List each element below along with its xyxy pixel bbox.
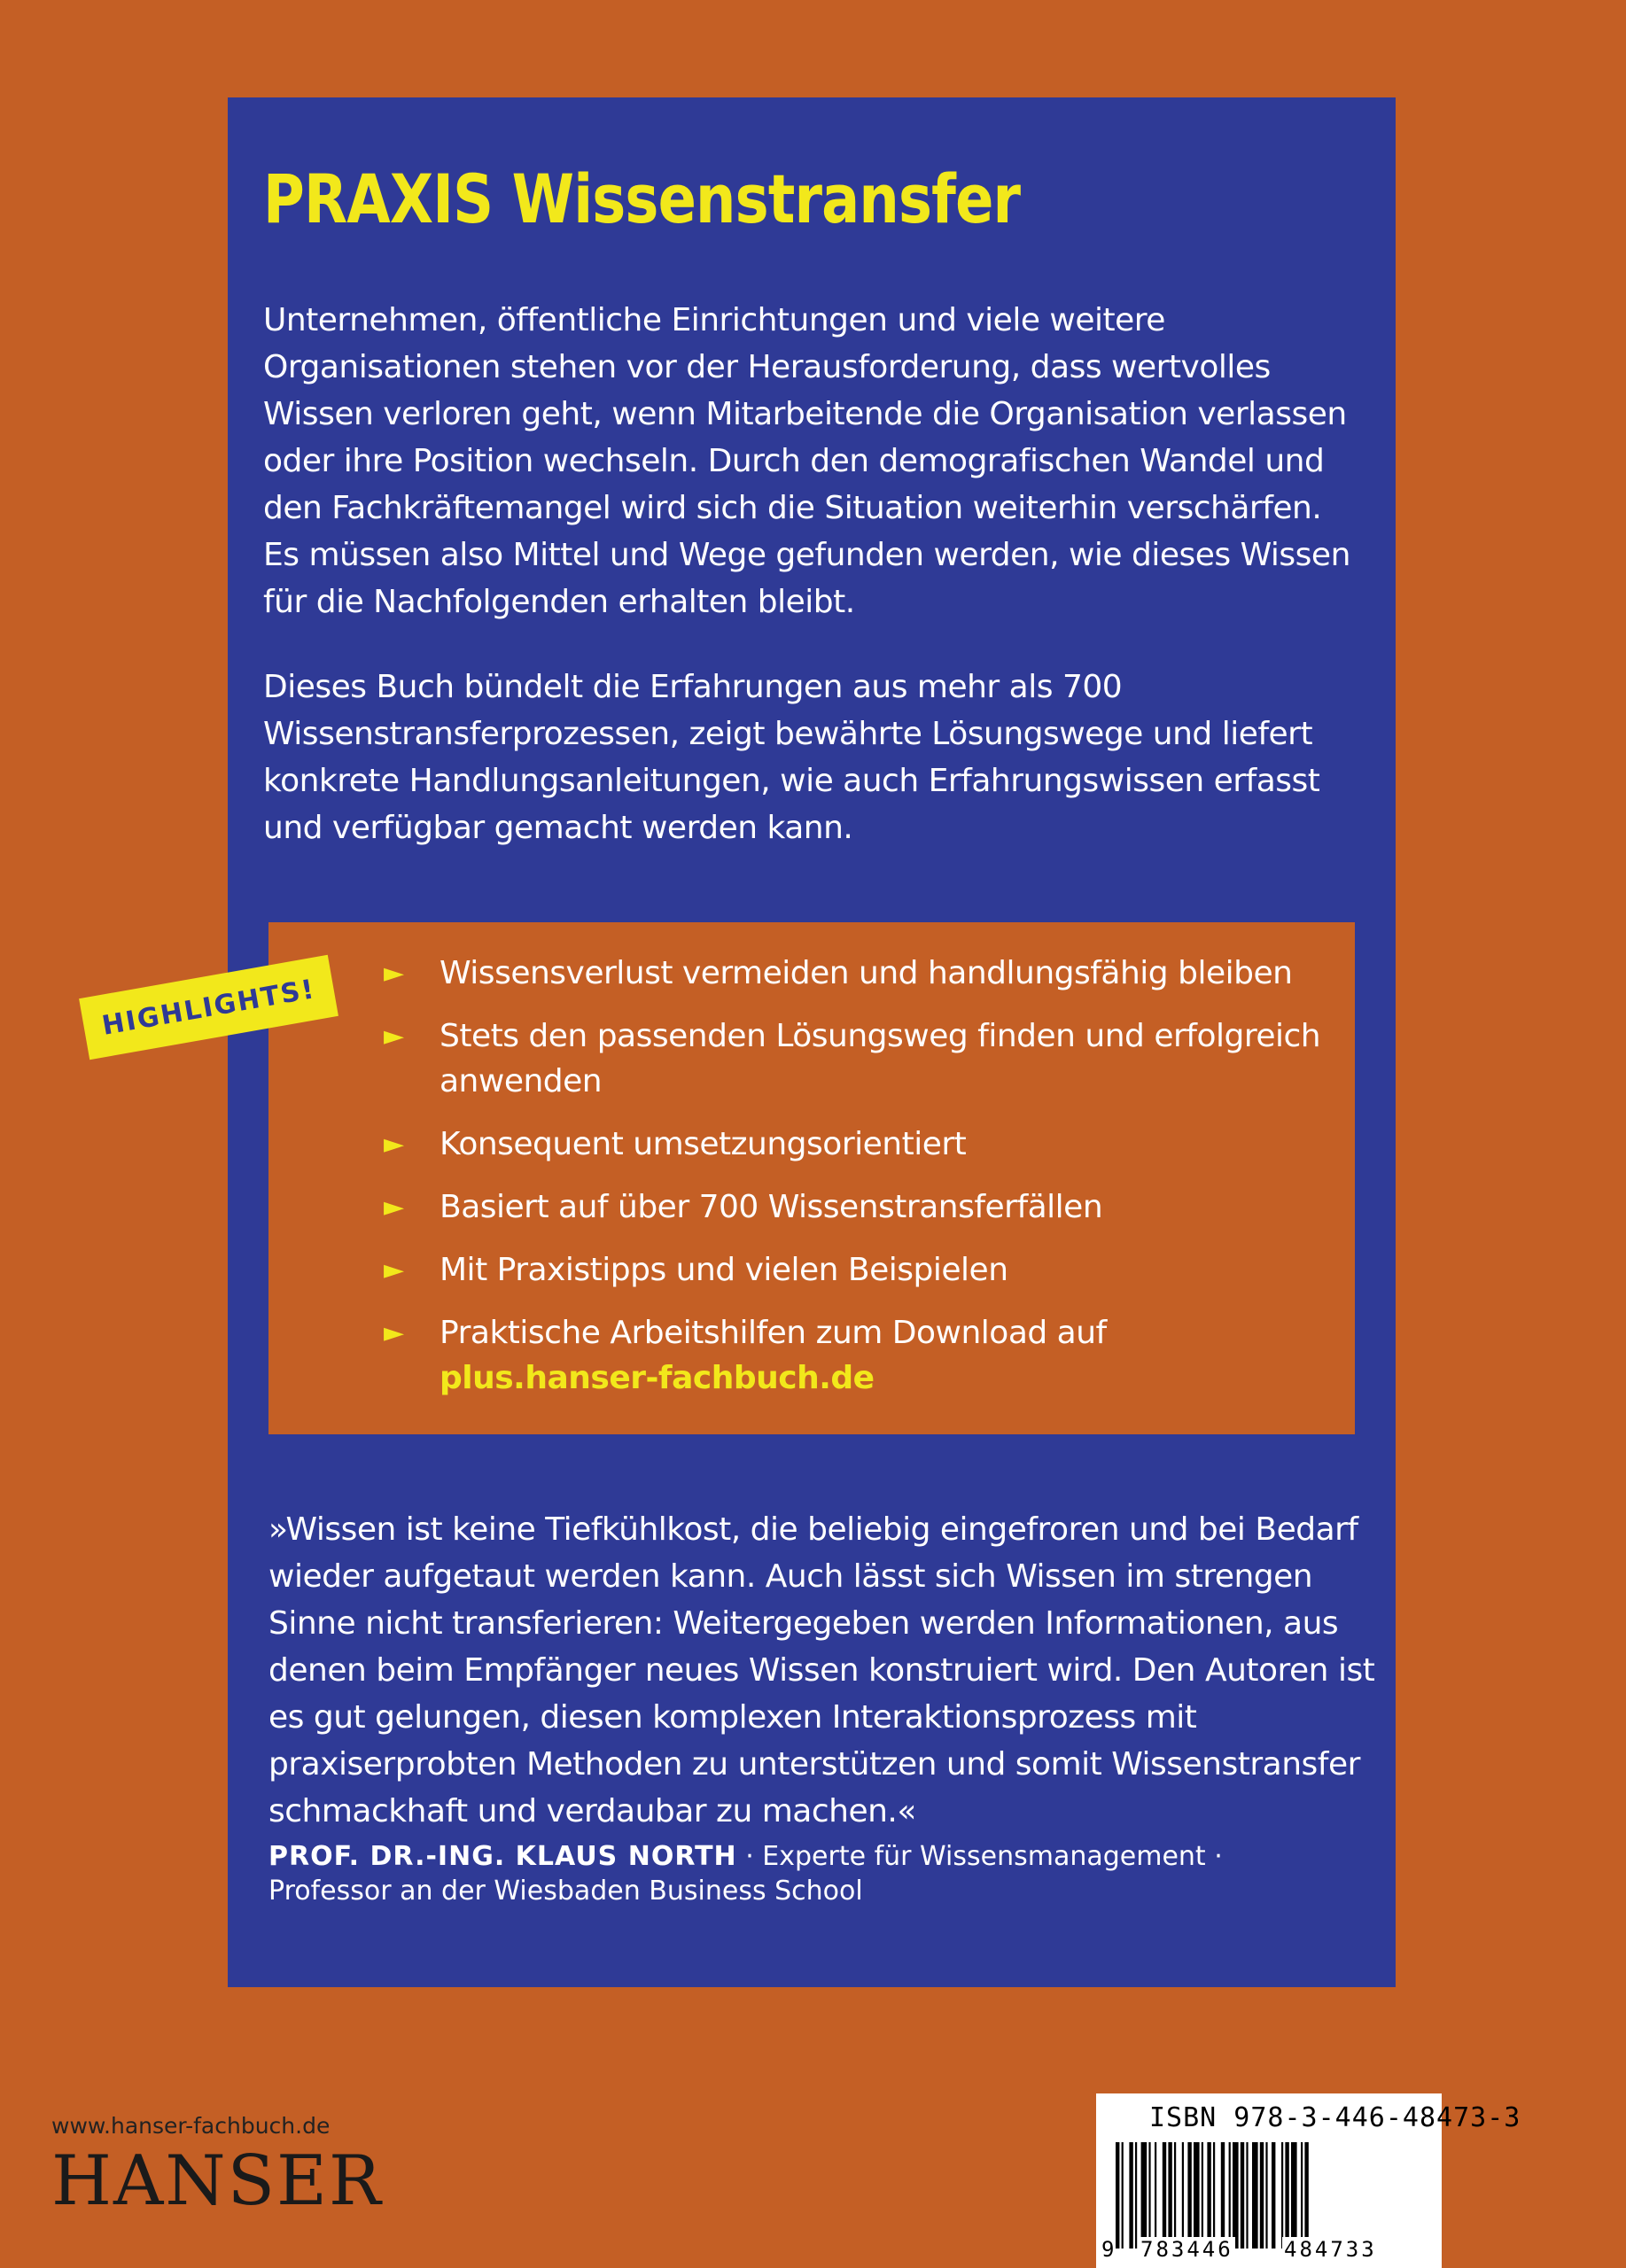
- quote-attribution: [268, 1839, 1376, 1908]
- highlight-text: Basiert auf über 700 Wissenstransferfällen: [440, 1189, 1103, 1225]
- play-arrow-icon: ►: [384, 958, 404, 989]
- barcode-stripe: [1281, 2142, 1283, 2249]
- barcode-stripe: [1213, 2142, 1215, 2249]
- play-arrow-icon: ►: [384, 1192, 404, 1223]
- barcode-stripe: [1116, 2142, 1119, 2249]
- barcode-stripe: [1291, 2142, 1297, 2249]
- barcode-stripe: [1265, 2142, 1267, 2249]
- barcode-stripe: [1285, 2142, 1288, 2249]
- barcode-stripe: [1148, 2142, 1150, 2249]
- barcode-stripe: [1233, 2142, 1239, 2249]
- highlight-item: [268, 1122, 1355, 1167]
- play-arrow-icon: ►: [384, 1254, 404, 1285]
- highlights-list: [268, 951, 1355, 1418]
- download-link[interactable]: plus.hanser-fachbuch.de: [440, 1360, 875, 1396]
- barcode-stripe: [1260, 2142, 1264, 2249]
- barcode-stripe: [1301, 2142, 1303, 2249]
- barcode-stripe: [1221, 2142, 1225, 2249]
- highlights-box: [268, 922, 1355, 1434]
- barcode-stripe: [1272, 2142, 1275, 2249]
- barcode-stripe: [1304, 2142, 1308, 2249]
- highlight-item: [268, 1014, 1355, 1104]
- barcode-stripe: [1252, 2142, 1258, 2249]
- barcode-stripe: [1129, 2142, 1132, 2249]
- barcode-stripe: [1207, 2142, 1210, 2249]
- barcode-stripe: [1141, 2142, 1148, 2249]
- play-arrow-icon: ►: [384, 1129, 404, 1160]
- barcode-stripe: [1163, 2142, 1166, 2249]
- book-title: PRAXIS Wissenstransfer: [263, 159, 1021, 238]
- highlight-text: Mit Praxistipps und vielen Beispielen: [440, 1252, 1008, 1288]
- barcode-stripe: [1168, 2142, 1171, 2249]
- isbn-label: ISBN 978-3-446-48473-3: [1149, 2102, 1521, 2133]
- barcode-stripe: [1202, 2142, 1203, 2249]
- play-arrow-icon: ►: [384, 1021, 404, 1052]
- highlight-text: Konsequent umsetzungsorientiert: [440, 1126, 967, 1162]
- publisher-website[interactable]: www.hanser-fachbuch.de: [51, 2113, 331, 2139]
- barcode-stripe: [1155, 2142, 1156, 2249]
- endorser-role: · Experte für Wissensmanagement ·: [736, 1841, 1223, 1872]
- barcode-digit-first: 9: [1101, 2237, 1115, 2262]
- barcode-stripe: [1241, 2142, 1244, 2249]
- barcode-stripe: [1135, 2142, 1137, 2249]
- barcode-digits-right: 484733: [1284, 2237, 1377, 2262]
- endorsement-quote: »Wissen ist keine Tiefkühlkost, die beliebig eingefroren und bei Bedarf wieder aufgetaut werden kann. Auch lässt sich Wissen im strengen Sinne nicht transferieren: Weitergegeben werden Informationen, aus denen beim Empfänger neues Wissen konstruiert wird. Den Autoren ist es gut gelungen, diesen komplexen Interaktionsprozess mit praxiserprobten Methoden zu unterstützen und somit Wissenstransfer schmackhaft und verdaubar zu machen.«: [268, 1511, 1375, 1829]
- barcode-stripe: [1229, 2142, 1231, 2249]
- highlight-item: [268, 1184, 1355, 1230]
- intro-text: [263, 297, 1362, 889]
- barcode-stripe: [1246, 2142, 1248, 2249]
- play-arrow-icon: ►: [384, 1317, 404, 1348]
- highlight-item: [268, 1310, 1355, 1401]
- barcode-stripe: [1182, 2142, 1184, 2249]
- highlights-badge: HIGHLIGHTS!: [79, 955, 338, 1060]
- barcode-digits-left: 783446: [1140, 2237, 1233, 2262]
- barcode-stripe: [1194, 2142, 1200, 2249]
- isbn-barcode: [1096, 2093, 1521, 2268]
- barcode-stripe: [1187, 2142, 1191, 2249]
- endorser-name: PROF. DR.-ING. KLAUS NORTH: [268, 1841, 737, 1872]
- barcode-icon: [1116, 2142, 1426, 2249]
- intro-paragraph-2: Dieses Buch bündelt die Erfahrungen aus mehr als 700 Wissenstransferprozessen, zeigt bewährte Lösungswege und liefert konkrete Handlungsanleitungen, wie auch Erfahrungswissen erfasst und verfügbar gemacht werden kann.: [263, 669, 1320, 846]
- highlight-text: Praktische Arbeitshilfen zum Download auf: [440, 1315, 1107, 1351]
- publisher-logo: HANSER: [51, 2141, 383, 2221]
- back-cover-panel: [228, 97, 1396, 1987]
- barcode-stripe: [1174, 2142, 1176, 2249]
- highlight-text: Stets den passenden Lösungsweg finden und erfolgreich anwenden: [440, 1018, 1321, 1099]
- intro-paragraph-1: Unternehmen, öffentliche Einrichtungen und viele weitere Organisationen stehen vor der Herausforderung, dass wertvolles Wissen verloren geht, wenn Mitarbeitende die Organisation verlassen oder ihre Position wechseln. Durch den demografischen Wandel und den Fachkräftemangel wird sich die Situation weiterhin verschärfen. Es müssen also Mittel und Wege gefunden werden, wie dieses Wissen für die Nachfolgenden erhalten bleibt.: [263, 302, 1350, 620]
- barcode-digits: [1096, 2237, 1442, 2264]
- barcode-stripe: [1122, 2142, 1124, 2249]
- highlight-item: [268, 951, 1355, 996]
- endorser-affiliation: Professor an der Wiesbaden Business School: [268, 1876, 863, 1907]
- highlight-text: Wissensverlust vermeiden und handlungsfähig bleiben: [440, 955, 1293, 991]
- highlight-item: [268, 1247, 1355, 1293]
